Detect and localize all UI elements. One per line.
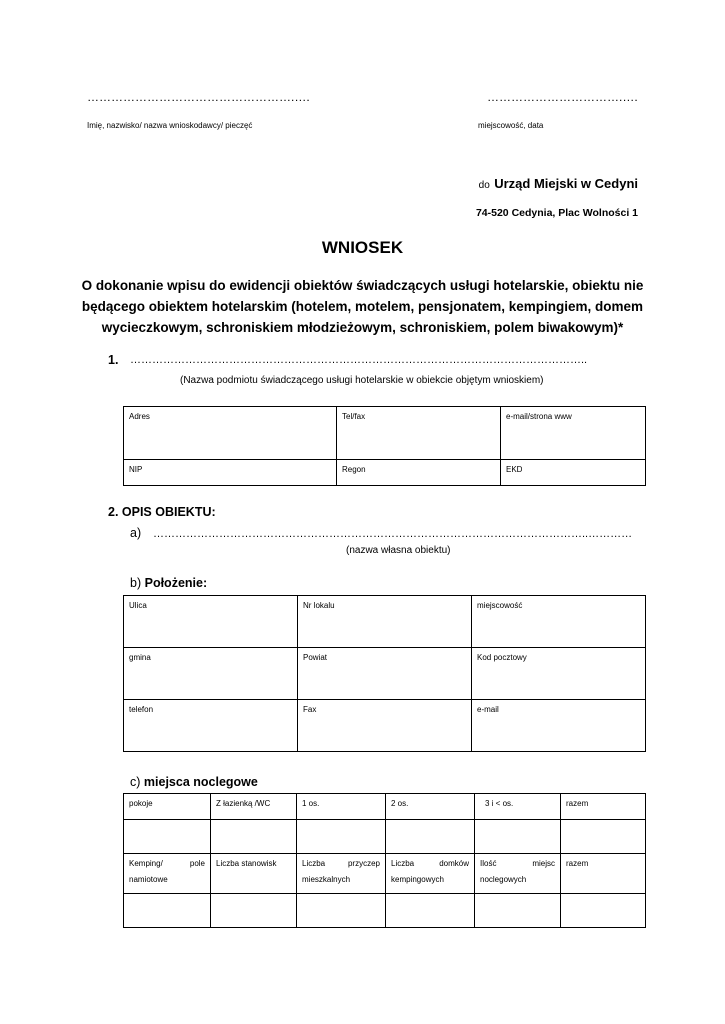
place-date-line: …………………………….….: [487, 90, 638, 104]
input-rooms[interactable]: [124, 820, 211, 854]
document-title: WNIOSEK: [321, 238, 404, 257]
section-2b: [130, 576, 207, 590]
location-table: [123, 595, 646, 752]
cell-phone[interactable]: telefon: [124, 700, 298, 752]
addressee: [479, 175, 638, 193]
section-2c-label: c): [130, 775, 141, 789]
section-2c: [130, 775, 258, 789]
cell-municipality[interactable]: gmina: [124, 648, 298, 700]
input-3-plus-persons[interactable]: [475, 820, 561, 854]
section-2b-title: Położenie:: [144, 576, 208, 590]
addressee-prefix: do: [478, 180, 490, 191]
input-total-rooms[interactable]: [561, 820, 646, 854]
cell-email[interactable]: e-mail: [472, 700, 646, 752]
input-caravans[interactable]: [297, 894, 386, 928]
applicant-label: Imię, nazwisko/ nazwa wnioskodawcy/ pieczęć: [87, 121, 253, 130]
place-date-label: miejscowość, data: [478, 121, 544, 130]
cell-ekd[interactable]: EKD: [501, 460, 646, 486]
cell-address[interactable]: Adres: [124, 407, 337, 460]
entity-table: [123, 406, 646, 486]
cell-2-persons: 2 os.: [386, 794, 475, 820]
cell-regon[interactable]: Regon: [337, 460, 501, 486]
cell-with-bathroom: Z łazienką /WC: [211, 794, 297, 820]
input-with-bathroom[interactable]: [211, 820, 297, 854]
input-cabins[interactable]: [386, 894, 475, 928]
cell-1-person: 1 os.: [297, 794, 386, 820]
input-total-camping[interactable]: [561, 894, 646, 928]
cell-nip[interactable]: NIP: [124, 460, 337, 486]
accommodation-table: [123, 793, 646, 928]
cell-email-www[interactable]: e-mail/strona www: [501, 407, 646, 460]
section-2a-label: a): [130, 526, 142, 540]
cell-fax[interactable]: Fax: [298, 700, 472, 752]
cell-county[interactable]: Powiat: [298, 648, 472, 700]
cell-total-rooms: razem: [561, 794, 646, 820]
cell-locality[interactable]: miejscowość: [472, 596, 646, 648]
cell-unit-number[interactable]: Nr lokalu: [298, 596, 472, 648]
cell-cabins: Liczba domków kempingowych: [386, 854, 475, 894]
input-2-persons[interactable]: [386, 820, 475, 854]
cell-beds: Ilość miejsc noclegowych: [475, 854, 561, 894]
addressee-name: Urząd Miejski w Cedyni: [494, 176, 638, 191]
entity-name-caption: (Nazwa podmiotu świadczącego usługi hotelarskie w obiekcie objętym wnioskiem): [180, 375, 544, 386]
cell-pitches: Liczba stanowisk: [211, 854, 297, 894]
cell-total-camping: razem: [561, 854, 646, 894]
cell-camping: Kemping/ pole namiotowe: [124, 854, 211, 894]
entity-name-line: ……………………………………………………………………………………………………………..: [130, 354, 588, 366]
cell-caravans: Liczba przyczep mieszkalnych: [297, 854, 386, 894]
addressee-address: 74-520 Cedynia, Plac Wolności 1: [475, 207, 638, 219]
section-2-title: 2. OPIS OBIEKTU:: [108, 505, 216, 519]
object-name-caption: (nazwa własna obiektu): [346, 545, 451, 556]
section-2c-title: miejsca noclegowe: [143, 775, 258, 789]
section-1-number: 1.: [108, 353, 119, 367]
input-pitches[interactable]: [211, 894, 297, 928]
input-1-person[interactable]: [297, 820, 386, 854]
cell-postal-code[interactable]: Kod pocztowy: [472, 648, 646, 700]
cell-rooms: pokoje: [124, 794, 211, 820]
cell-tel-fax[interactable]: Tel/fax: [337, 407, 501, 460]
input-camping[interactable]: [124, 894, 211, 928]
object-name-line: ………………………………………………………………………………………………………..…………: [153, 528, 633, 540]
document-subject: O dokonanie wpisu do ewidencji obiektów świadczących usługi hotelarskie, obiektu nie będącego obiektem hotelarskim (hotelem, motelem, pensjonatem, kempingiem, domem wycieczkowym, schroniskiem młodzieżowym, schroniskiem, polem biwakowym)*: [81, 278, 644, 335]
input-beds[interactable]: [475, 894, 561, 928]
cell-street[interactable]: Ulica: [124, 596, 298, 648]
section-2b-label: b): [130, 576, 142, 590]
cell-3-plus-persons: 3 i < os.: [475, 794, 561, 820]
applicant-signature-line: …………………………………………….….: [87, 90, 310, 104]
